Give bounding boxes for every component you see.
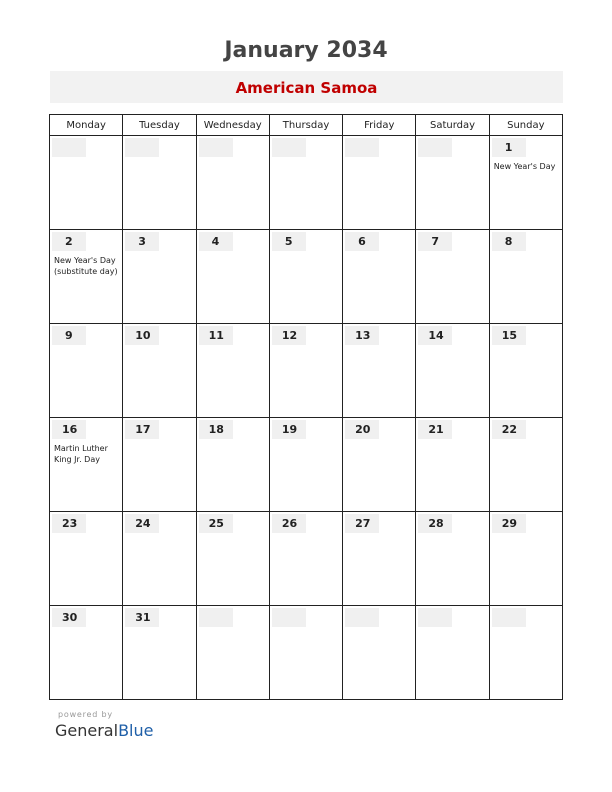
day-number: 23 <box>62 517 78 530</box>
day-number-box <box>492 608 526 627</box>
day-number: 24 <box>135 517 151 530</box>
day-number: 18 <box>208 423 224 436</box>
day-number: 4 <box>211 235 220 248</box>
day-number-box <box>199 138 233 157</box>
day-number: 28 <box>428 517 444 530</box>
day-cell <box>269 324 342 418</box>
day-cell <box>269 230 342 324</box>
day-cell <box>343 418 416 512</box>
day-number: 16 <box>62 423 78 436</box>
day-cell <box>50 606 123 700</box>
day-number: 10 <box>135 329 151 342</box>
day-number: 27 <box>355 517 371 530</box>
day-cell <box>343 512 416 606</box>
weekday-header-row <box>50 115 563 136</box>
holiday-label: New Year's Day <box>493 162 556 171</box>
day-number: 9 <box>65 329 73 342</box>
day-number: 30 <box>62 611 78 624</box>
day-cell <box>343 230 416 324</box>
day-cell <box>416 418 489 512</box>
calendar-week-row <box>50 230 563 324</box>
day-number: 13 <box>355 329 371 342</box>
day-number-box <box>52 138 86 157</box>
day-cell <box>269 606 342 700</box>
day-number: 17 <box>135 423 151 436</box>
day-cell <box>196 324 269 418</box>
day-number: 11 <box>208 329 224 342</box>
day-cell <box>343 606 416 700</box>
weekday-header: Saturday <box>416 115 489 136</box>
day-number: 2 <box>65 235 73 248</box>
day-number: 14 <box>428 329 444 342</box>
day-number: 15 <box>501 329 517 342</box>
calendar-week-row <box>50 418 563 512</box>
day-number-box <box>199 608 233 627</box>
day-cell <box>489 324 562 418</box>
brand-general: General <box>55 721 119 740</box>
day-number-box <box>418 138 452 157</box>
weekday-header: Wednesday <box>196 115 269 136</box>
calendar-week-row <box>50 606 563 700</box>
day-cell <box>489 606 562 700</box>
weekday-header: Sunday <box>489 115 562 136</box>
calendar-week-row <box>50 512 563 606</box>
day-cell <box>269 512 342 606</box>
day-number: 21 <box>428 423 444 436</box>
holiday-label: New Year's Day (substitute day) <box>54 256 118 276</box>
day-number: 19 <box>281 423 298 436</box>
weekday-header: Monday <box>50 115 123 136</box>
weekday-header: Friday <box>343 115 416 136</box>
day-cell <box>489 136 562 230</box>
day-cell <box>416 230 489 324</box>
day-number-box <box>272 138 306 157</box>
day-number-box <box>418 608 452 627</box>
day-number: 22 <box>501 423 517 436</box>
day-cell <box>196 230 269 324</box>
day-cell <box>196 136 269 230</box>
day-cell <box>489 512 562 606</box>
day-cell <box>489 418 562 512</box>
day-number: 26 <box>281 517 298 530</box>
day-number: 5 <box>284 235 293 248</box>
day-cell <box>50 418 123 512</box>
brand-logo <box>55 721 153 740</box>
day-number-box <box>125 138 159 157</box>
day-number-box <box>345 138 379 157</box>
day-number-box <box>345 608 379 627</box>
day-cell <box>489 230 562 324</box>
day-cell <box>269 136 342 230</box>
region-name: American Samoa <box>235 79 378 97</box>
day-cell <box>416 136 489 230</box>
day-cell <box>123 136 196 230</box>
day-cell <box>196 512 269 606</box>
brand-blue: Blue <box>118 721 154 740</box>
powered-by-label: powered by <box>58 710 113 719</box>
day-cell <box>50 230 123 324</box>
day-cell <box>123 512 196 606</box>
day-number: 31 <box>135 611 151 624</box>
weekday-header: Thursday <box>269 115 342 136</box>
day-cell <box>50 324 123 418</box>
day-number: 12 <box>281 329 298 342</box>
day-cell <box>196 418 269 512</box>
day-cell <box>343 324 416 418</box>
day-number: 25 <box>208 517 224 530</box>
day-cell <box>50 512 123 606</box>
day-number: 29 <box>501 517 517 530</box>
day-cell <box>416 606 489 700</box>
day-number: 3 <box>138 235 146 248</box>
calendar-title: January 2034 <box>224 38 388 63</box>
calendar-grid <box>49 114 563 700</box>
day-number: 7 <box>431 235 440 248</box>
day-cell <box>123 324 196 418</box>
day-number: 1 <box>504 141 513 154</box>
day-number: 20 <box>355 423 371 436</box>
day-cell <box>123 230 196 324</box>
calendar-week-row <box>50 324 563 418</box>
region-banner <box>50 71 563 103</box>
calendar-week-row <box>50 136 563 230</box>
day-cell <box>416 512 489 606</box>
day-cell <box>416 324 489 418</box>
day-cell <box>123 418 196 512</box>
day-cell <box>50 136 123 230</box>
holiday-label: Martin Luther King Jr. Day <box>54 444 108 464</box>
day-number: 6 <box>358 235 366 248</box>
day-cell <box>343 136 416 230</box>
day-cell <box>123 606 196 700</box>
day-number-box <box>272 608 306 627</box>
day-cell <box>269 418 342 512</box>
weekday-header: Tuesday <box>123 115 196 136</box>
day-number: 8 <box>504 235 513 248</box>
day-cell <box>196 606 269 700</box>
